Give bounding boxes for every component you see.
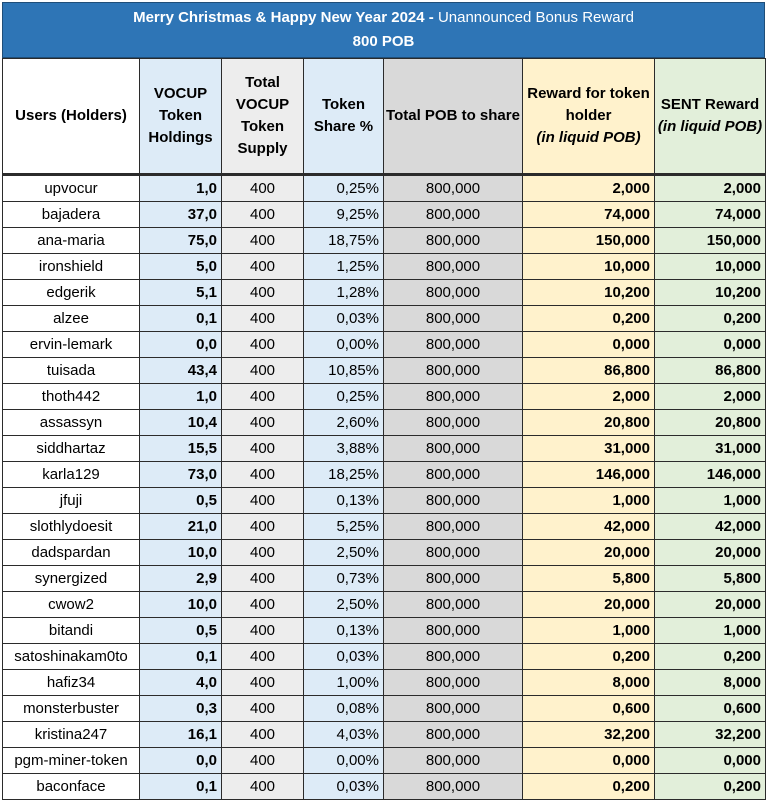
cell-total-pob: 800,000 bbox=[384, 722, 523, 748]
cell-supply: 400 bbox=[222, 254, 304, 280]
cell-supply: 400 bbox=[222, 514, 304, 540]
cell-user: cwow2 bbox=[3, 592, 140, 618]
cell-holdings: 0,5 bbox=[140, 488, 222, 514]
cell-supply: 400 bbox=[222, 280, 304, 306]
table-row bbox=[3, 618, 766, 644]
table-row bbox=[3, 358, 766, 384]
cell-supply: 400 bbox=[222, 410, 304, 436]
banner-title bbox=[3, 3, 764, 31]
cell-reward: 0,000 bbox=[523, 332, 655, 358]
cell-holdings: 10,0 bbox=[140, 592, 222, 618]
cell-supply: 400 bbox=[222, 774, 304, 800]
cell-reward: 10,200 bbox=[523, 280, 655, 306]
cell-supply: 400 bbox=[222, 722, 304, 748]
cell-sent-reward: 20,800 bbox=[655, 410, 766, 436]
cell-supply: 400 bbox=[222, 228, 304, 254]
table-row bbox=[3, 175, 766, 202]
cell-reward: 1,000 bbox=[523, 618, 655, 644]
header-users: Users (Holders) bbox=[3, 59, 140, 175]
cell-share: 0,03% bbox=[304, 644, 384, 670]
cell-user: ana-maria bbox=[3, 228, 140, 254]
cell-share: 0,00% bbox=[304, 748, 384, 774]
cell-total-pob: 800,000 bbox=[384, 306, 523, 332]
cell-reward: 2,000 bbox=[523, 384, 655, 410]
cell-supply: 400 bbox=[222, 592, 304, 618]
cell-user: bitandi bbox=[3, 618, 140, 644]
cell-reward: 150,000 bbox=[523, 228, 655, 254]
cell-user: satoshinakam0to bbox=[3, 644, 140, 670]
cell-reward: 10,000 bbox=[523, 254, 655, 280]
cell-holdings: 10,4 bbox=[140, 410, 222, 436]
cell-supply: 400 bbox=[222, 748, 304, 774]
table-row bbox=[3, 592, 766, 618]
cell-reward: 1,000 bbox=[523, 488, 655, 514]
cell-user: hafiz34 bbox=[3, 670, 140, 696]
cell-user: monsterbuster bbox=[3, 696, 140, 722]
cell-reward: 0,200 bbox=[523, 306, 655, 332]
cell-holdings: 0,1 bbox=[140, 306, 222, 332]
cell-sent-reward: 0,200 bbox=[655, 306, 766, 332]
cell-sent-reward: 10,000 bbox=[655, 254, 766, 280]
cell-sent-reward: 1,000 bbox=[655, 618, 766, 644]
cell-user: thoth442 bbox=[3, 384, 140, 410]
cell-sent-reward: 1,000 bbox=[655, 488, 766, 514]
cell-share: 0,25% bbox=[304, 384, 384, 410]
cell-share: 9,25% bbox=[304, 202, 384, 228]
cell-reward: 32,200 bbox=[523, 722, 655, 748]
cell-share: 0,13% bbox=[304, 618, 384, 644]
cell-supply: 400 bbox=[222, 202, 304, 228]
cell-reward: 0,000 bbox=[523, 748, 655, 774]
cell-share: 10,85% bbox=[304, 358, 384, 384]
header-share: Token Share % bbox=[304, 59, 384, 175]
cell-sent-reward: 10,200 bbox=[655, 280, 766, 306]
cell-sent-reward: 86,800 bbox=[655, 358, 766, 384]
cell-total-pob: 800,000 bbox=[384, 175, 523, 202]
header-sent-line1: SENT Reward bbox=[660, 96, 760, 113]
cell-share: 5,25% bbox=[304, 514, 384, 540]
cell-share: 2,50% bbox=[304, 592, 384, 618]
cell-reward: 86,800 bbox=[523, 358, 655, 384]
cell-share: 1,00% bbox=[304, 670, 384, 696]
cell-reward: 31,000 bbox=[523, 436, 655, 462]
cell-share: 2,60% bbox=[304, 410, 384, 436]
table-row bbox=[3, 254, 766, 280]
table-row bbox=[3, 722, 766, 748]
cell-total-pob: 800,000 bbox=[384, 228, 523, 254]
cell-reward: 20,000 bbox=[523, 592, 655, 618]
cell-total-pob: 800,000 bbox=[384, 748, 523, 774]
header-total-pob bbox=[384, 59, 523, 175]
rewards-table bbox=[2, 58, 766, 800]
cell-sent-reward: 74,000 bbox=[655, 202, 766, 228]
table-row bbox=[3, 696, 766, 722]
cell-total-pob: 800,000 bbox=[384, 670, 523, 696]
table-row bbox=[3, 774, 766, 800]
cell-sent-reward: 0,000 bbox=[655, 748, 766, 774]
cell-supply: 400 bbox=[222, 488, 304, 514]
table-row bbox=[3, 332, 766, 358]
cell-total-pob: 800,000 bbox=[384, 202, 523, 228]
cell-supply: 400 bbox=[222, 540, 304, 566]
cell-supply: 400 bbox=[222, 306, 304, 332]
cell-reward: 2,000 bbox=[523, 175, 655, 202]
cell-sent-reward: 42,000 bbox=[655, 514, 766, 540]
table-row bbox=[3, 488, 766, 514]
cell-holdings: 0,5 bbox=[140, 618, 222, 644]
cell-sent-reward: 150,000 bbox=[655, 228, 766, 254]
cell-supply: 400 bbox=[222, 436, 304, 462]
cell-holdings: 5,1 bbox=[140, 280, 222, 306]
header-sent bbox=[655, 59, 766, 175]
cell-holdings: 1,0 bbox=[140, 175, 222, 202]
header-supply: Total VOCUP Token Supply bbox=[222, 59, 304, 175]
cell-sent-reward: 20,000 bbox=[655, 592, 766, 618]
cell-total-pob: 800,000 bbox=[384, 488, 523, 514]
cell-sent-reward: 32,200 bbox=[655, 722, 766, 748]
cell-holdings: 10,0 bbox=[140, 540, 222, 566]
cell-holdings: 37,0 bbox=[140, 202, 222, 228]
cell-share: 4,03% bbox=[304, 722, 384, 748]
banner-title-bold: Merry Christmas & Happy New Year 2024 - bbox=[133, 9, 434, 26]
cell-share: 0,03% bbox=[304, 306, 384, 332]
cell-reward: 20,000 bbox=[523, 540, 655, 566]
cell-user: ervin-lemark bbox=[3, 332, 140, 358]
cell-total-pob: 800,000 bbox=[384, 384, 523, 410]
cell-sent-reward: 5,800 bbox=[655, 566, 766, 592]
cell-total-pob: 800,000 bbox=[384, 514, 523, 540]
cell-sent-reward: 20,000 bbox=[655, 540, 766, 566]
cell-reward: 42,000 bbox=[523, 514, 655, 540]
table-row bbox=[3, 748, 766, 774]
cell-total-pob: 800,000 bbox=[384, 618, 523, 644]
table-row bbox=[3, 670, 766, 696]
cell-total-pob: 800,000 bbox=[384, 462, 523, 488]
cell-total-pob: 800,000 bbox=[384, 540, 523, 566]
cell-reward: 8,000 bbox=[523, 670, 655, 696]
cell-user: tuisada bbox=[3, 358, 140, 384]
cell-total-pob: 800,000 bbox=[384, 280, 523, 306]
cell-user: assassyn bbox=[3, 410, 140, 436]
cell-sent-reward: 146,000 bbox=[655, 462, 766, 488]
cell-share: 1,25% bbox=[304, 254, 384, 280]
header-total-pob-label: Total POB to share bbox=[386, 107, 520, 124]
cell-reward: 0,200 bbox=[523, 644, 655, 670]
cell-reward: 146,000 bbox=[523, 462, 655, 488]
cell-holdings: 1,0 bbox=[140, 384, 222, 410]
table-row bbox=[3, 566, 766, 592]
cell-sent-reward: 0,200 bbox=[655, 774, 766, 800]
cell-reward: 20,800 bbox=[523, 410, 655, 436]
cell-user: alzee bbox=[3, 306, 140, 332]
cell-supply: 400 bbox=[222, 696, 304, 722]
cell-sent-reward: 2,000 bbox=[655, 175, 766, 202]
cell-holdings: 15,5 bbox=[140, 436, 222, 462]
cell-share: 0,73% bbox=[304, 566, 384, 592]
cell-holdings: 0,1 bbox=[140, 774, 222, 800]
cell-share: 2,50% bbox=[304, 540, 384, 566]
table-row bbox=[3, 436, 766, 462]
header-reward-line2: (in liquid POB) bbox=[536, 129, 641, 146]
cell-sent-reward: 31,000 bbox=[655, 436, 766, 462]
cell-sent-reward: 0,200 bbox=[655, 644, 766, 670]
header-sent-line2: (in liquid POB) bbox=[657, 118, 763, 135]
cell-holdings: 75,0 bbox=[140, 228, 222, 254]
header-holdings: VOCUP Token Holdings bbox=[140, 59, 222, 175]
cell-holdings: 73,0 bbox=[140, 462, 222, 488]
table-row bbox=[3, 280, 766, 306]
cell-sent-reward: 0,600 bbox=[655, 696, 766, 722]
banner-subtitle: 800 POB bbox=[352, 33, 415, 50]
cell-holdings: 0,1 bbox=[140, 644, 222, 670]
cell-sent-reward: 8,000 bbox=[655, 670, 766, 696]
cell-reward: 74,000 bbox=[523, 202, 655, 228]
cell-total-pob: 800,000 bbox=[384, 592, 523, 618]
cell-user: pgm-miner-token bbox=[3, 748, 140, 774]
cell-holdings: 43,4 bbox=[140, 358, 222, 384]
header-row bbox=[3, 59, 766, 175]
cell-user: jfuji bbox=[3, 488, 140, 514]
cell-user: upvocur bbox=[3, 175, 140, 202]
cell-share: 1,28% bbox=[304, 280, 384, 306]
cell-supply: 400 bbox=[222, 358, 304, 384]
cell-reward: 5,800 bbox=[523, 566, 655, 592]
cell-holdings: 4,0 bbox=[140, 670, 222, 696]
cell-holdings: 5,0 bbox=[140, 254, 222, 280]
cell-user: ironshield bbox=[3, 254, 140, 280]
cell-reward: 0,600 bbox=[523, 696, 655, 722]
table-row bbox=[3, 514, 766, 540]
cell-share: 18,25% bbox=[304, 462, 384, 488]
cell-holdings: 0,0 bbox=[140, 748, 222, 774]
banner-title-rest: Unannounced Bonus Reward bbox=[433, 9, 634, 26]
cell-user: siddhartaz bbox=[3, 436, 140, 462]
cell-total-pob: 800,000 bbox=[384, 254, 523, 280]
cell-total-pob: 800,000 bbox=[384, 696, 523, 722]
cell-total-pob: 800,000 bbox=[384, 644, 523, 670]
cell-supply: 400 bbox=[222, 332, 304, 358]
cell-supply: 400 bbox=[222, 644, 304, 670]
table-row bbox=[3, 202, 766, 228]
cell-share: 0,25% bbox=[304, 175, 384, 202]
cell-user: edgerik bbox=[3, 280, 140, 306]
cell-user: bajadera bbox=[3, 202, 140, 228]
cell-share: 0,08% bbox=[304, 696, 384, 722]
cell-total-pob: 800,000 bbox=[384, 566, 523, 592]
cell-share: 3,88% bbox=[304, 436, 384, 462]
table-row bbox=[3, 228, 766, 254]
header-reward bbox=[523, 59, 655, 175]
cell-share: 0,03% bbox=[304, 774, 384, 800]
cell-holdings: 0,0 bbox=[140, 332, 222, 358]
cell-total-pob: 800,000 bbox=[384, 774, 523, 800]
cell-user: kristina247 bbox=[3, 722, 140, 748]
cell-share: 0,00% bbox=[304, 332, 384, 358]
cell-share: 18,75% bbox=[304, 228, 384, 254]
cell-reward: 0,200 bbox=[523, 774, 655, 800]
cell-user: karla129 bbox=[3, 462, 140, 488]
cell-supply: 400 bbox=[222, 175, 304, 202]
cell-total-pob: 800,000 bbox=[384, 410, 523, 436]
header-reward-line1: Reward for token holder bbox=[527, 85, 650, 124]
cell-supply: 400 bbox=[222, 384, 304, 410]
cell-user: baconface bbox=[3, 774, 140, 800]
table-row bbox=[3, 384, 766, 410]
table-row bbox=[3, 540, 766, 566]
cell-user: slothlydoesit bbox=[3, 514, 140, 540]
title-banner bbox=[2, 2, 765, 58]
cell-holdings: 16,1 bbox=[140, 722, 222, 748]
cell-supply: 400 bbox=[222, 566, 304, 592]
cell-holdings: 2,9 bbox=[140, 566, 222, 592]
cell-total-pob: 800,000 bbox=[384, 358, 523, 384]
reward-sheet bbox=[2, 2, 765, 800]
cell-user: synergized bbox=[3, 566, 140, 592]
cell-holdings: 0,3 bbox=[140, 696, 222, 722]
cell-total-pob: 800,000 bbox=[384, 436, 523, 462]
table-row bbox=[3, 306, 766, 332]
cell-supply: 400 bbox=[222, 618, 304, 644]
table-row bbox=[3, 644, 766, 670]
cell-sent-reward: 0,000 bbox=[655, 332, 766, 358]
table-row bbox=[3, 410, 766, 436]
cell-holdings: 21,0 bbox=[140, 514, 222, 540]
cell-supply: 400 bbox=[222, 670, 304, 696]
cell-supply: 400 bbox=[222, 462, 304, 488]
cell-share: 0,13% bbox=[304, 488, 384, 514]
cell-user: dadspardan bbox=[3, 540, 140, 566]
cell-total-pob: 800,000 bbox=[384, 332, 523, 358]
cell-sent-reward: 2,000 bbox=[655, 384, 766, 410]
table-row bbox=[3, 462, 766, 488]
